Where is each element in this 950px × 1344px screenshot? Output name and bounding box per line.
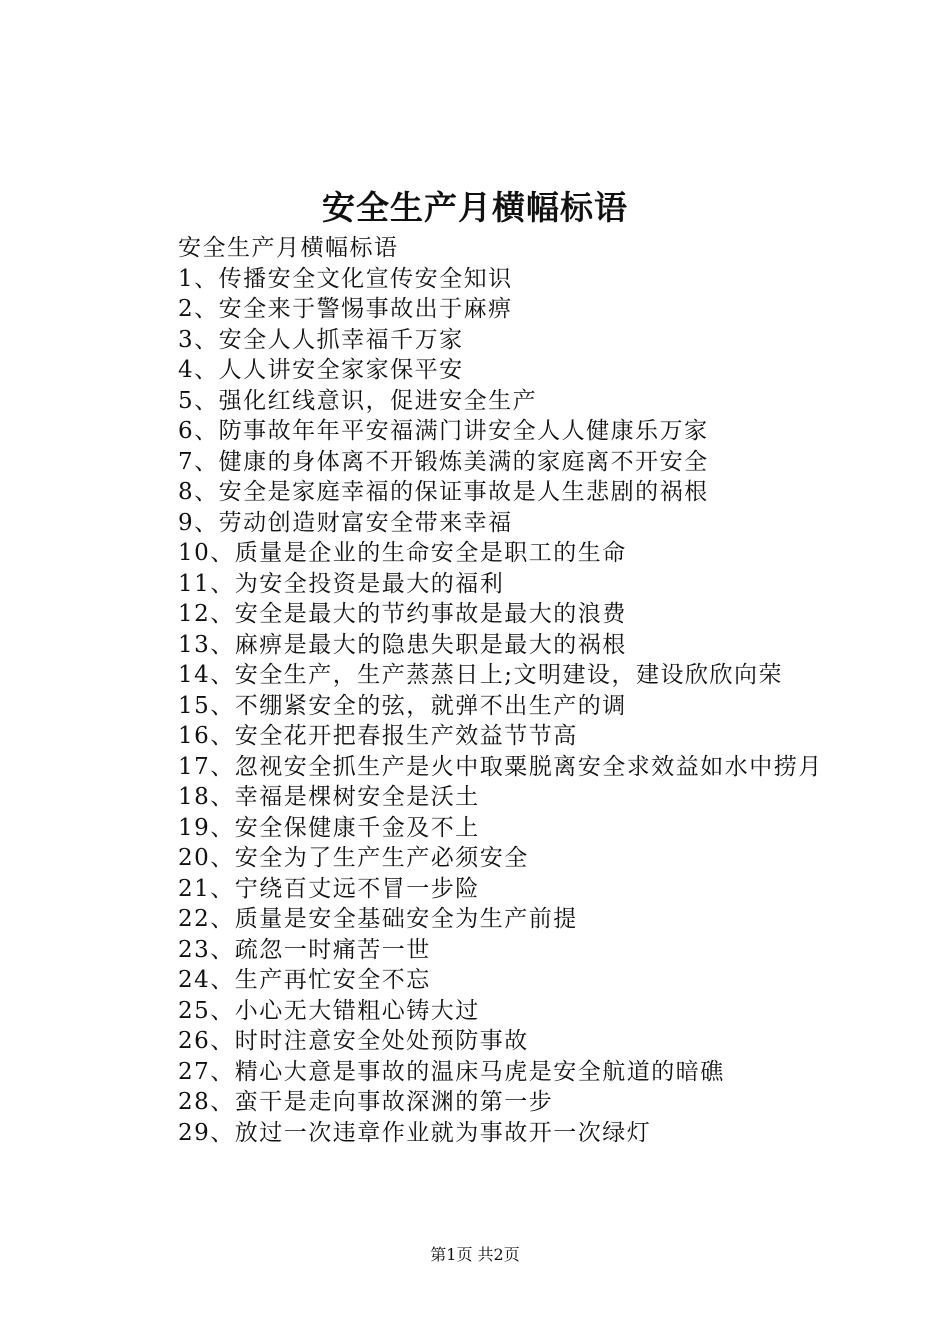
slogan-item: 3、安全人人抓幸福千万家: [178, 326, 464, 353]
slogan-item: 9、劳动创造财富安全带来幸福: [178, 509, 513, 536]
slogan-item: 19、安全保健康千金及不上: [178, 814, 480, 841]
document-title: 安全生产月横幅标语: [322, 188, 628, 227]
slogan-item: 21、宁绕百丈远不冒一步险: [178, 875, 480, 902]
slogan-item: 25、小心无大错粗心铸大过: [178, 997, 480, 1024]
slogan-item: 11、为安全投资是最大的福利: [178, 570, 505, 597]
slogan-item: 5、强化红线意识，促进安全生产: [178, 387, 538, 414]
page-footer: 第1页 共2页: [430, 1245, 520, 1264]
slogan-item: 8、安全是家庭幸福的保证事故是人生悲剧的祸根: [178, 479, 709, 505]
document-subtitle: 安全生产月横幅标语: [178, 235, 399, 261]
slogan-item: 23、疏忽一时痛苦一世: [178, 936, 431, 963]
slogan-item: 10、质量是企业的生命安全是职工的生命: [178, 540, 627, 566]
slogan-item: 15、不绷紧安全的弦，就弹不出生产的调: [178, 692, 627, 719]
slogan-item: 2、安全来于警惕事故出于麻痹: [178, 296, 513, 322]
document-body: [130, 233, 840, 1148]
slogan-item: 13、麻痹是最大的隐患失职是最大的祸根: [178, 631, 627, 658]
slogan-item: 7、健康的身体离不开锻炼美满的家庭离不开安全: [178, 448, 709, 475]
slogan-item: 26、时时注意安全处处预防事故: [178, 1028, 529, 1054]
slogan-item: 24、生产再忙安全不忘: [178, 967, 431, 993]
slogan-item: 17、忽视安全抓生产是火中取粟脱离安全求效益如水中捞月: [178, 753, 823, 780]
slogan-item: 22、质量是安全基础安全为生产前提: [178, 906, 578, 932]
slogan-item: 27、精心大意是事故的温床马虎是安全航道的暗礁: [178, 1058, 725, 1085]
slogan-item: 20、安全为了生产生产必须安全: [178, 845, 529, 871]
slogan-item: 28、蛮干是走向事故深渊的第一步: [178, 1089, 554, 1115]
slogan-item: 29、放过一次违章作业就为事故开一次绿灯: [178, 1119, 652, 1146]
slogan-item: 4、人人讲安全家家保平安: [178, 357, 464, 383]
slogan-item: 16、安全花开把春报生产效益节节高: [178, 723, 578, 749]
slogan-item: 6、防事故年年平安福满门讲安全人人健康乐万家: [178, 418, 709, 444]
slogan-item: 1、传播安全文化宣传安全知识: [178, 265, 513, 292]
slogan-item: 12、安全是最大的节约事故是最大的浪费: [178, 601, 627, 627]
slogan-item: 18、幸福是棵树安全是沃土: [178, 784, 480, 810]
slogan-item: 14、安全生产，生产蒸蒸日上;文明建设，建设欣欣向荣: [178, 662, 784, 688]
